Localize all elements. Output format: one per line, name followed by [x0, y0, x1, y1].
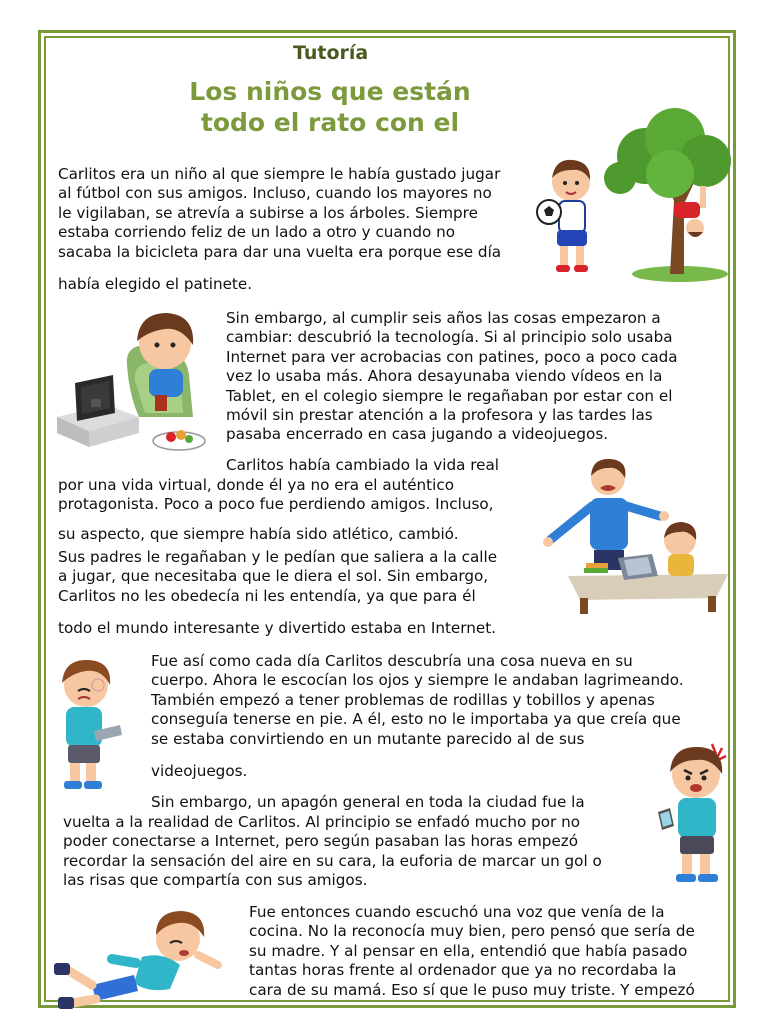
paragraph-13: Fue entonces cuando escuchó una voz que venía de la cocina. No la reconocía muy bien, pero pensó que sería de su madre. Y al pensar en ella, entendió que había pasado tantas horas frente al ordenador que ya no recordaba la cara de su mamá. Eso sí que le puso muy triste. Y empezó: [249, 903, 695, 999]
paragraph-9: Fue así como cada día Carlitos descubría una cosa nueva en su cuerpo. Ahora le escocían los ojos y siempre le andaban lagrimeando. También empezó a tener problemas de rodillas y tobillos y apenas conseguía tenerse en pie. A él, esto no le importaba ya que creía que se estaba convirtiendo en un mutante parecido al de sus: [151, 652, 684, 748]
paragraph-3: Sin embargo, al cumplir seis años las cosas empezaron a cambiar: descubrió la tecnología. Si al principio solo usaba Internet para ver acrobacias con patines, poco a poco cada vez lo usaba más. Ahora desayunaba viendo vídeos en la Tablet, en el colegio siempre le regañaban por estar con el móvil sin prestar atención a la profesora y las tardes las pasaba encerrado en casa jugando a videojuegos.: [226, 309, 678, 444]
paragraph-2: había elegido el patinete.: [58, 275, 253, 293]
document-title: [140, 76, 520, 138]
paragraph-7: Sus padres le regañaban y le pedían que saliera a la calle a jugar, que necesitaba que le diera el sol. Sin embargo, Carlitos no les obedecía ni les entendía, ya que para él: [58, 548, 498, 605]
title-line-1: Los niños que están: [189, 77, 471, 106]
document-heading: Tutoría: [293, 42, 369, 64]
scolding-father-icon: [540, 456, 730, 616]
paragraph-11: Sin embargo, un apagón general en toda la ciudad fue la: [151, 793, 585, 811]
boy-lying-down-icon: [52, 905, 224, 1010]
title-line-2: todo el rato con el: [200, 108, 460, 137]
paragraph-4: Carlitos había cambiado la vida real: [226, 456, 500, 474]
paragraph-1: Carlitos era un niño al que siempre le había gustado jugar al fútbol con sus amigos. Incluso, cuando los mayores no le vigilaban, se atrevía a subirse a los árboles. Siempre estaba corriendo feliz de un lado a otro y cuando no sacaba la bicicleta para dar una vuelta era porque ese día: [58, 165, 502, 261]
tree-with-child-icon: [600, 106, 732, 284]
boy-playing-videogames-icon: [55, 305, 210, 460]
angry-boy-with-phone-icon: [646, 740, 738, 890]
paragraph-6: su aspecto, que siempre había sido atlético, cambió.: [58, 525, 459, 543]
paragraph-8: todo el mundo interesante y divertido estaba en Internet.: [58, 619, 496, 637]
paragraph-5: por una vida virtual, donde él ya no era el auténtico protagonista. Poco a poco fue perdiendo amigos. Incluso,: [58, 476, 494, 514]
boy-with-soccer-ball-icon: [533, 152, 605, 282]
paragraph-10: videojuegos.: [151, 762, 248, 780]
paragraph-12: vuelta a la realidad de Carlitos. Al principio se enfadó mucho por no poder conectarse a Internet, pero según pasaban las horas empezó recordar la sensación del aire en su cara, la euforia de marcar un gol o las risas que compartía con sus amigos.: [63, 813, 602, 890]
boy-rubbing-eyes-icon: [50, 655, 130, 795]
